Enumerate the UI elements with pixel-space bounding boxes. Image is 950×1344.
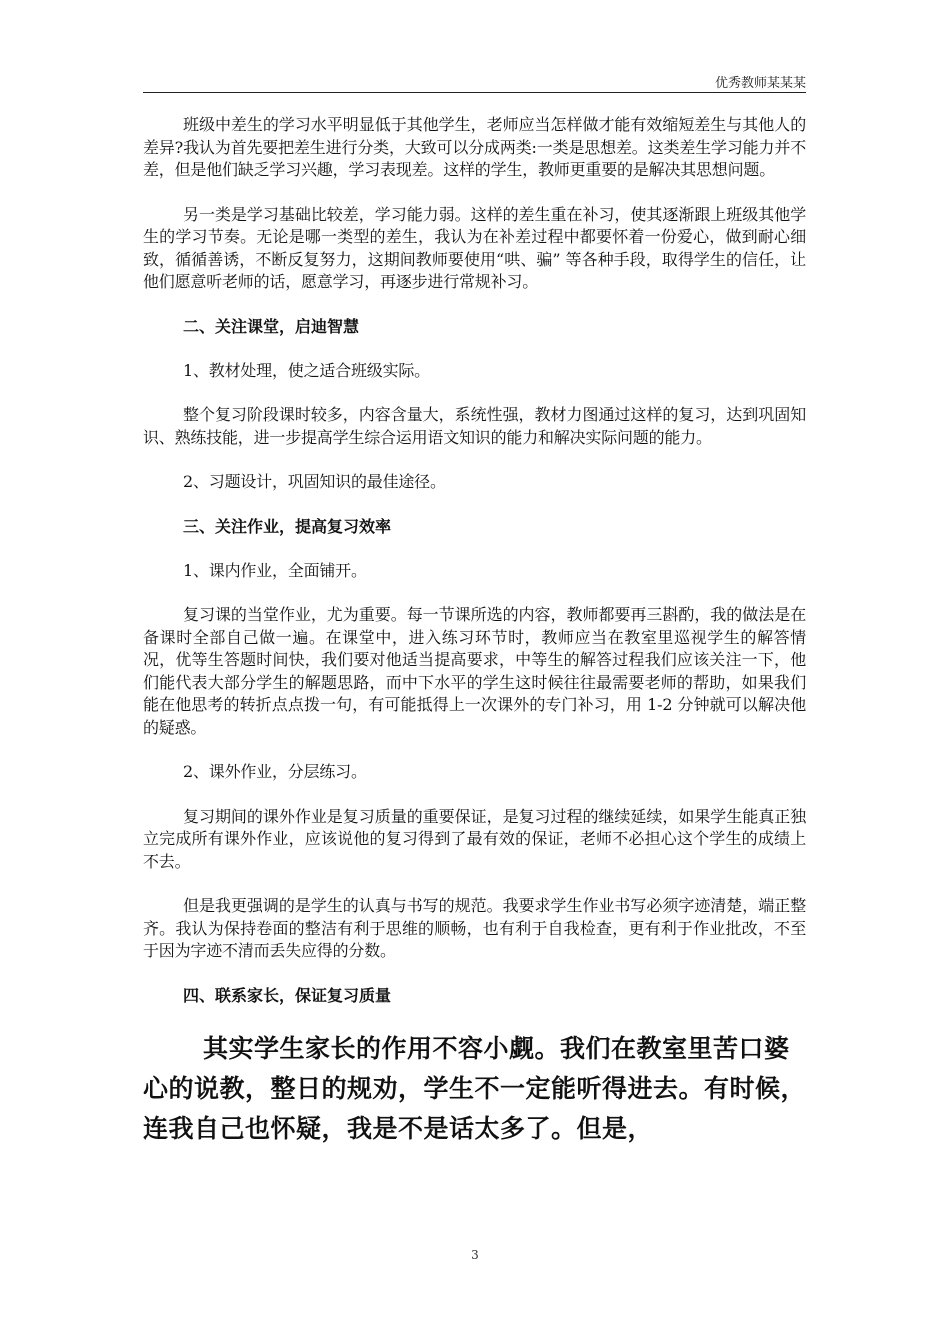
document-body xyxy=(143,114,806,1149)
subheading: 1、教材处理，使之适合班级实际。 xyxy=(183,360,430,380)
page-header xyxy=(143,72,806,93)
subheading: 2、习题设计，巩固知识的最佳途径。 xyxy=(183,472,446,491)
paragraph: 但是我更强调的是学生的认真与书写的规范。我要求学生作业书写必须字迹清楚，端正整齐。我认为保持卷面的整洁有利于思维的顺畅，也有利于自我检查，更有利于作业批改，不至于因为字迹不清而丢失应得的分数。 xyxy=(143,896,806,960)
header-author: 优秀教师某某某 xyxy=(714,76,806,91)
section-heading: 四、联系家长，保证复习质量 xyxy=(183,985,392,1005)
page-number: 3 xyxy=(471,1248,479,1262)
subheading: 2、课外作业，分层练习。 xyxy=(183,762,367,781)
subheading: 1、课内作业，全面铺开。 xyxy=(183,560,367,580)
section-heading: 二、关注课堂，启迪智慧 xyxy=(183,316,360,336)
section-heading: 三、关注作业，提高复习效率 xyxy=(183,516,392,536)
paragraph: 另一类是学习基础比较差，学习能力弱。这样的差生重在补习，使其逐渐跟上班级其他学生的学习节奏。无论是哪一类型的差生，我认为在补差过程中都要怀着一份爱心，做到耐心细致，循循善诱，不断反复努力，这期间教师要使用“哄、骗” 等各种手段，取得学生的信任，让他们愿意听老师的话，愿意学习，再逐步进行常规补习。 xyxy=(143,204,806,291)
paragraph: 复习课的当堂作业，尤为重要。每一节课所选的内容，教师都要再三斟酌，我的做法是在备课时全部自己做一遍。在课堂中，进入练习环节时，教师应当在教室里巡视学生的解答情况，优等生答题时间快，我们要对他适当提高要求，中等生的解答过程我们应该关注一下，他们能代表大部分学生的解题思路，而中下水平的学生这时候往往最需要老师的帮助，如果我们能在他思考的转折点点拨一句，有可能抵得上一次课外的专门补习，用 1-2 分钟就可以解决他的疑惑。 xyxy=(143,605,806,737)
paragraph: 整个复习阶段课时较多，内容含量大，系统性强，教材力图通过这样的复习，达到巩固知识、熟练技能，进一步提高学生综合运用语文知识的能力和解决实际问题的能力。 xyxy=(143,405,806,447)
paragraph: 复习期间的课外作业是复习质量的重要保证，是复习过程的继续延续，如果学生能真正独立完成所有课外作业，应该说他的复习得到了最有效的保证，老师不必担心这个学生的成绩上不去。 xyxy=(143,806,806,871)
large-paragraph: 其实学生家长的作用不容小觑。我们在教室里苦口婆心的说教，整日的规劝，学生不一定能听得进去。有时候，连我自己也怀疑，我是不是话太多了。但是， xyxy=(143,1033,807,1143)
paragraph: 班级中差生的学习水平明显低于其他学生，老师应当怎样做才能有效缩短差生与其他人的差异?我认为首先要把差生进行分类，大致可以分成两类:一类是思想差。这类差生学习能力并不差，但是他们缺乏学习兴趣，学习表现差。这样的学生，教师更重要的是解决其思想问题。 xyxy=(143,115,806,179)
